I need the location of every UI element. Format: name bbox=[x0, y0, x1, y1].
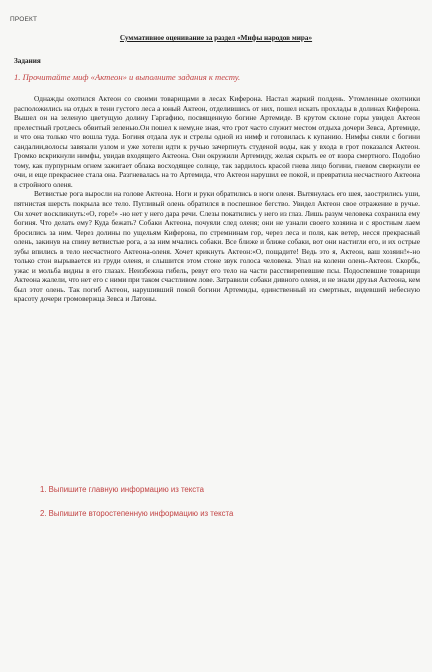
section-heading: Задания bbox=[14, 57, 41, 65]
question-1: 1. Выпишите главную информацию из текста bbox=[40, 485, 204, 494]
myth-paragraph-1: Однажды охотился Актеон со своими товарищами в лесах Киферона. Настал жаркий полдень. Утомленные охотники расположились на отдых в тени густого леса а юный Актеон, отделившись от них, пошел искать прохлады в долинах Киферона. Вышел он на зеленую цветущую долину Гаргафию, посвященную богине Артемиде. В крутом склоне горы увидел Актеон прелестный грот,весь обвитый зеленью.Он пошел к нему,не зная, что грот часто служит местом отдыха дочери Зевса, Артемиде, и что она только что вошла туда. Богиня отдала лук и стрелы одной из нимф и готовилась к купанию. Нимфы сняли с богини сандалии,волосы завязали узлом и уже хотели идти к ручью зачерпнуть студеной воды, как у входа в грот показался Актеон. Громко вскрикнули нимфы, увидав входящего Актеона. Они окружили Артемиду, желая скрыть ее от взора смертного. Подобно тому, как пурпурным огнем зажигает облака восходящее солнце, так зардилось красой гнева лицо богини, гневом сверкнули ее очи, и еще прекраснее стала она. Разгневалась на то Артемида, что Актеон нарушил ее покой, и превратила несчастного Актеона в стройного оленя. bbox=[14, 94, 420, 189]
document-title: Суммативное оценивание за раздел «Мифы народов мира» bbox=[119, 34, 313, 42]
task-1-instruction: 1. Прочитайте миф «Актеон» и выполните задания к тесту. bbox=[14, 72, 241, 82]
myth-paragraph-2: Ветвистые рога выросли на голове Актеона. Ноги и руки обратились в ноги оленя. Вытянулась его шея, заострились уши, пятнистая шерсть покрыла все тело. Пугливый олень обратился в поспешное бегство. Увидел Актеон свое отражение в ручье. Он хочет воскликнуть:«О, горе!» -но нет у него дара речи. Слезы покатились у него из глаз. Лишь разум человека сохранила ему богиня. Что делать ему? Куда бежать? Собаки Актеона, почуяли след оленя; они не узнали своего хозяина и с яростным лаем бросились за ним. Через долины по ущельям Киферона, по стремнинам гор, через леса и поля, как ветер, несся прекрасный олень, закинув на спину ветвистые рога, а за ним мчались собаки. Все ближе и ближе собаки, вот они настигли его, и их острые зубы впились в тело несчастного Актеона-оленя. Хочет крикнуть Актеон:«О, пощадите! Ведь это я, Актеон, ваш хозяин!»-но только стон вырывается из груди оленя, и слышится этом стоне звук голоса человека. Упал на колени олень-Актеон. Скорбь, ужас и мольба видны в его глазах. Неизбежна гибель, ревут его тело на части расствирепевшие псы. Подоспевшие товарищи Актеона жалели, что нет его с ними при таком счастливом лове. Затравили собаки дивного оленя, и не знали друзья Актеона, кем был этот олень. Так погиб Актеон, нарушивший покой богини Артемиды, единственный из смертных, видевший небесную красоту дочери громовержца Зевса и Латоны. bbox=[14, 189, 420, 304]
question-2: 2. Выпишите второстепенную информацию из текста bbox=[40, 509, 234, 518]
myth-text bbox=[14, 94, 420, 304]
project-label: ПРОЕКТ bbox=[10, 16, 38, 23]
